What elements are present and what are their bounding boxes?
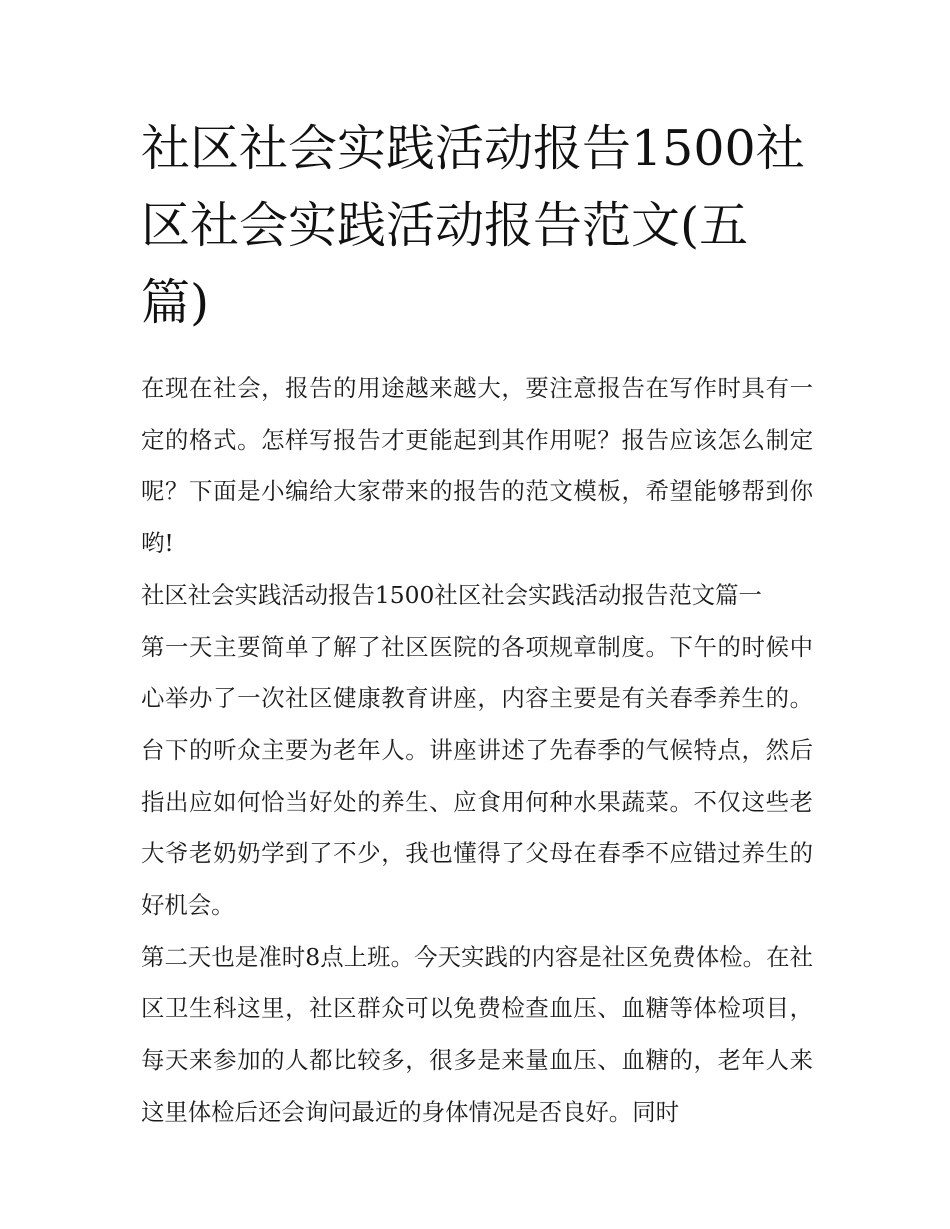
day-one-paragraph: 第一天主要简单了解了社区医院的各项规章制度。下午的时候中心举办了一次社区健康教育讲座，内容主要是有关春季养生的。台下的听众主要为老年人。讲座讲述了先春季的气候特点，然后指出应如何恰当好处的养生、应食用何种水果蔬菜。不仅这些老大爷老奶奶学到了不少，我也懂得了父母在春季不应错过养生的好机会。	[141, 632, 813, 920]
section-heading: 社区社会实践活动报告1500社区社会实践活动报告范文篇一	[141, 580, 762, 609]
day-two-paragraph: 第二天也是准时8点上班。今天实践的内容是社区免费体检。在社区卫生科这里，社区群众可以免费检查血压、血糖等体检项目，每天来参加的人都比较多，很多是来量血压、血糖的，老年人来这里体检后还会询问最近的身体情况是否良好。同时	[141, 942, 813, 1126]
document-title: 社区社会实践活动报告1500社区社会实践活动报告范文(五篇)	[141, 120, 805, 331]
document-page	[141, 110, 813, 1139]
intro-paragraph: 在现在社会，报告的用途越来越大，要注意报告在写作时具有一定的格式。怎样写报告才更能起到其作用呢？报告应该怎么制定呢？下面是小编给大家带来的报告的范文模板，希望能够帮到你哟!	[141, 374, 813, 558]
document-body	[141, 363, 813, 1139]
